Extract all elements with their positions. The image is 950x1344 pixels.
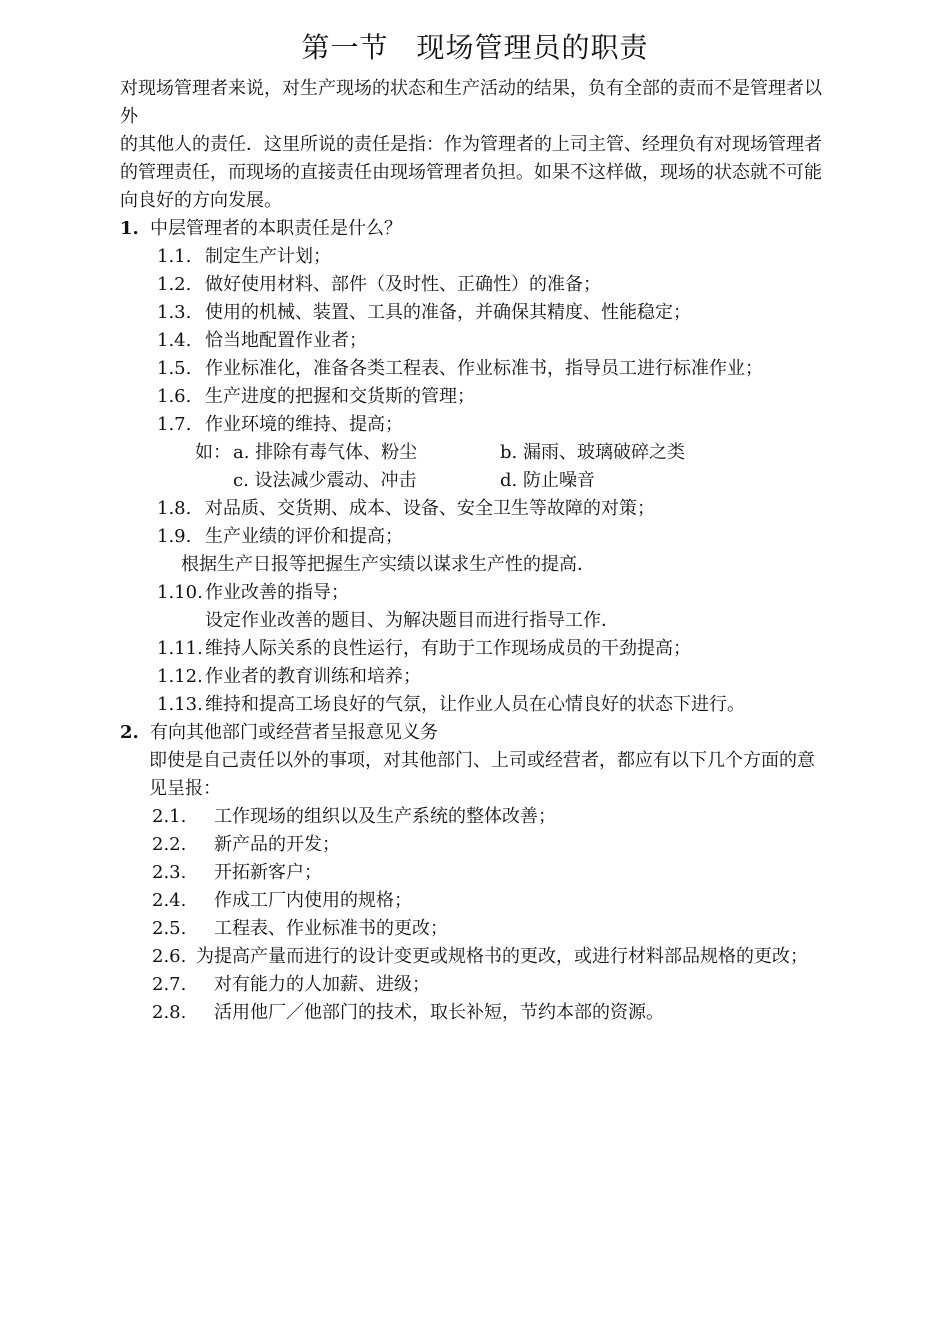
list-item: 1.1. 制定生产计划；: [157, 246, 331, 267]
intro-line: 向良好的方向发展。: [120, 190, 282, 211]
example-d: d. 防止噪音: [500, 470, 595, 491]
intro-line: 对现场管理者来说，对生产现场的状态和生产活动的结果，负有全部的责而不是管理者以: [120, 78, 822, 99]
list-item: 1.13. 维持和提高工场良好的气氛，让作业人员在心情良好的状态下进行。: [157, 694, 745, 715]
list-item: 1.9. 生产业绩的评价和提高；: [157, 526, 403, 547]
list-item: 1.8. 对品质、交货期、成本、设备、安全卫生等故障的对策；: [157, 498, 655, 519]
list-item: 1.12. 作业者的教育训练和培养；: [157, 666, 421, 687]
section-2-intro: 见呈报：: [149, 778, 221, 799]
section-2-heading: 2. 有向其他部门或经营者呈报意见义务: [120, 719, 880, 747]
section-title: 现场管理员的职责: [416, 31, 649, 64]
list-item: 2.1. 工作现场的组织以及生产系统的整体改善；: [152, 806, 556, 827]
list-item: 2.3. 开拓新客户；: [152, 862, 322, 883]
list-item: 1.5. 作业标准化，准备各类工程表、作业标准书，指导员工进行标准作业；: [157, 358, 763, 379]
list-item: 1.6. 生产进度的把握和交货斯的管理；: [157, 386, 475, 407]
example-a: a. 排除有毒气体、粉尘: [233, 442, 418, 463]
item-note: 设定作业改善的题目、为解决题目而进行指导工作．: [205, 610, 619, 631]
list-item: 2.7. 对有能力的人加薪、进级；: [152, 974, 430, 995]
list-item: 1.4. 恰当地配置作业者；: [157, 330, 367, 351]
list-item: 1.7. 作业环境的维持、提高；: [157, 414, 403, 435]
list-item: 1.3. 使用的机械、装置、工具的准备，并确保其精度、性能稳定；: [157, 302, 691, 323]
example-b: b. 漏雨、玻璃破碎之类: [500, 442, 685, 463]
list-item: 1.2. 做好使用材料、部件（及时性、正确性）的准备；: [157, 274, 601, 295]
section-number: 1.: [120, 218, 139, 239]
list-item: 2.8. 活用他厂／他部门的技术，取长补短，节约本部的资源。: [152, 1002, 664, 1023]
example-prefix: 如：: [195, 442, 231, 463]
section-number: 2.: [120, 722, 139, 743]
list-item: 2.2. 新产品的开发；: [152, 834, 340, 855]
list-item: 2.5. 工程表、作业标准书的更改；: [152, 918, 448, 939]
page-title: [0, 28, 950, 68]
intro-line: 的其他人的责任．这里所说的责任是指：作为管理者的上司主管、经理负有对现场管理者: [120, 134, 822, 155]
example-c: c. 设法减少震动、冲击: [233, 470, 417, 491]
list-item: 2.6. 为提高产量而进行的设计变更或规格书的更改，或进行材料部品规格的更改；: [152, 946, 808, 967]
section-1-heading: 1. 中层管理者的本职责任是什么？: [120, 215, 880, 243]
list-item: 1.11. 维持人际关系的良性运行，有助于工作现场成员的干劲提高；: [157, 638, 691, 659]
list-item: 1.10. 作业改善的指导；: [157, 582, 349, 603]
list-item: 2.4. 作成工厂内使用的规格；: [152, 890, 412, 911]
section-2-intro: 即使是自己责任以外的事项，对其他部门、上司或经营者，都应有以下几个方面的意: [149, 750, 815, 771]
intro-line: 的管理责任，而现场的直接责任由现场管理者负担。如果不这样做，现场的状态就不可能: [120, 162, 822, 183]
intro-line: 外: [120, 106, 138, 127]
section-label: 第一节: [301, 31, 389, 64]
item-note: 根据生产日报等把握生产实绩以谋求生产性的提高．: [181, 554, 595, 575]
